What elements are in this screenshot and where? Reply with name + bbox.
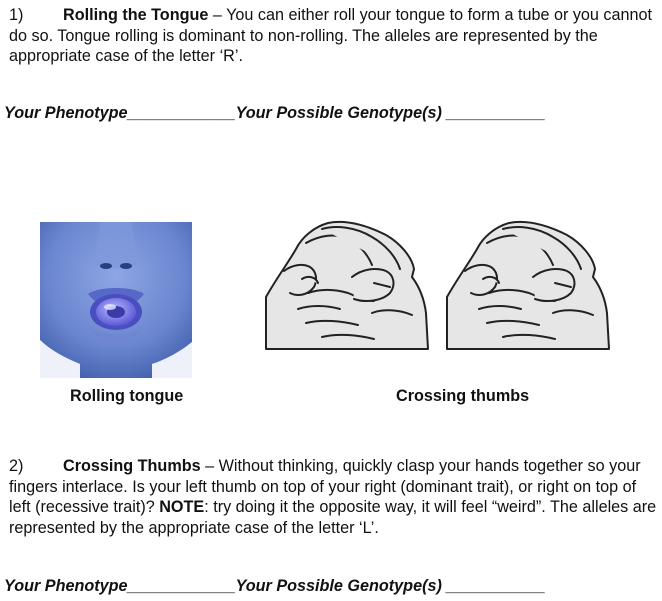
question-1-dash: – (208, 6, 227, 24)
question-2-heading: Crossing Thumbs (63, 457, 201, 475)
q2-genotype-label: Your Possible Genotype(s) (235, 577, 447, 595)
question-1-body: You can either roll your tongue to form a tube or you cannot do so. Tongue rolling is dominant to non-rolling. The alleles are represented by the appropriate case of the letter ‘R’. (9, 6, 653, 65)
question-2-dash: – (200, 457, 219, 475)
question-1-answer-line (4, 104, 654, 123)
q1-phenotype-label: Your Phenotype (4, 104, 128, 122)
crossing-thumbs-left-over-right-drawing (262, 213, 432, 353)
question-2-note-label: NOTE (159, 498, 205, 516)
question-2-answer-line (4, 577, 654, 596)
q2-genotype-blank[interactable]: ___________ (446, 577, 546, 595)
question-1-text (9, 5, 659, 67)
question-2-body-part2: : try doing it the opposite way, it will feel “weird”. The alleles are represented by the appropriate case of the letter ‘L’. (9, 498, 657, 537)
q2-phenotype-label: Your Phenotype (4, 577, 128, 595)
question-1-number: 1) (9, 6, 24, 24)
q2-phenotype-blank[interactable]: ____________ (127, 577, 236, 595)
rolling-tongue-photo (40, 222, 192, 378)
crossing-thumbs-caption: Crossing thumbs (396, 387, 530, 405)
question-2-body-part1: Without thinking, quickly clasp your hands together so your fingers interlace. Is your left thumb on top of your right (dominant trait), or right on top of left (recessive trait)? (9, 457, 641, 516)
question-2-number: 2) (9, 457, 24, 475)
q1-genotype-label: Your Possible Genotype(s) (235, 104, 447, 122)
q1-phenotype-blank[interactable]: ____________ (127, 104, 236, 122)
rolling-tongue-caption: Rolling tongue (70, 387, 184, 405)
question-2-text (9, 456, 659, 538)
q1-genotype-blank[interactable]: ___________ (446, 104, 546, 122)
crossing-thumbs-right-over-left-drawing (443, 213, 613, 353)
question-1-heading: Rolling the Tongue (63, 6, 209, 24)
